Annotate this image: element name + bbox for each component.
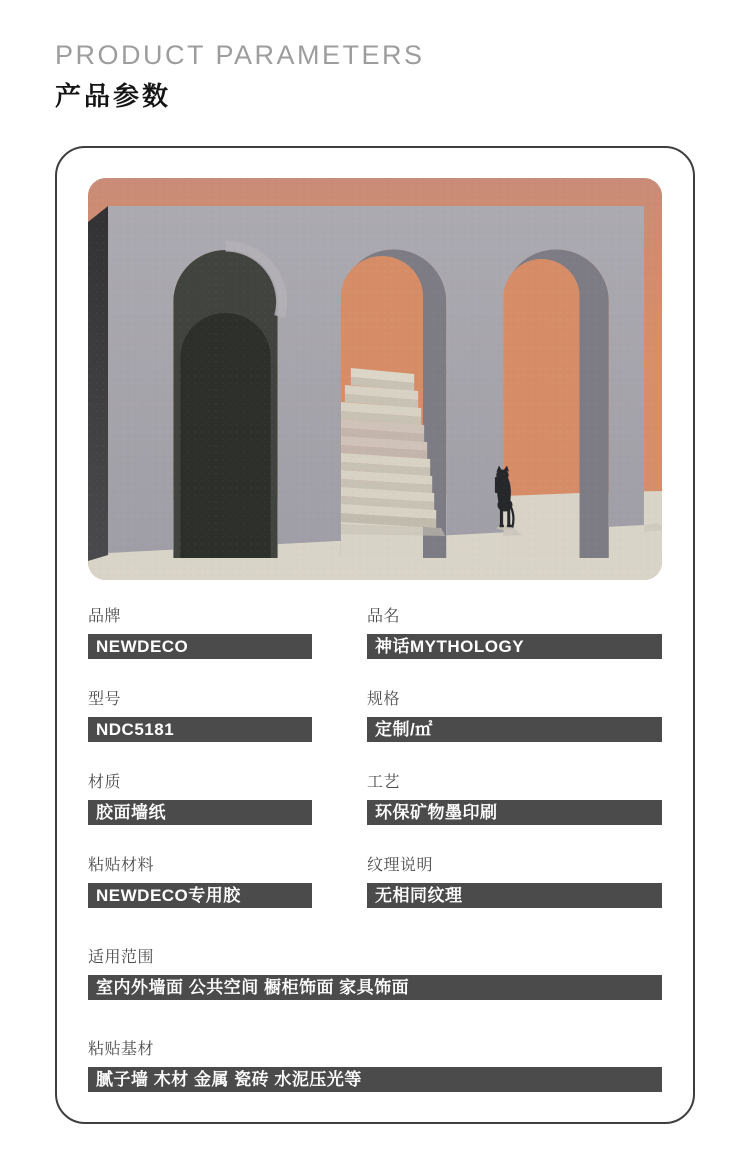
param-craft-label: 工艺 [367, 774, 401, 791]
param-material [88, 773, 312, 825]
param-adhesive-material-value: NEWDECO专用胶 [88, 883, 312, 908]
param-model-label: 型号 [88, 691, 122, 708]
param-texture-note [367, 856, 662, 908]
param-application-range-value: 室内外墙面 公共空间 橱柜饰面 家具饰面 [88, 975, 662, 1000]
param-product-name [367, 607, 662, 659]
param-adhesive-material [88, 856, 312, 908]
param-specification [367, 690, 662, 742]
section-header [0, 0, 750, 111]
param-product-name-value: 神话MYTHOLOGY [367, 634, 662, 659]
section-title-english: PRODUCT PARAMETERS [55, 40, 425, 70]
param-product-name-label: 品名 [367, 608, 401, 625]
param-substrate-label: 粘贴基材 [88, 1041, 155, 1058]
param-texture-note-value: 无相同纹理 [367, 883, 662, 908]
param-adhesive-material-label: 粘贴材料 [88, 857, 155, 874]
param-brand-value: NEWDECO [88, 634, 312, 659]
product-parameters-card [55, 146, 695, 1124]
param-substrate-value: 腻子墙 木材 金属 瓷砖 水泥压光等 [88, 1067, 662, 1092]
param-material-label: 材质 [88, 774, 122, 791]
param-material-value: 胶面墙纸 [88, 800, 312, 825]
param-texture-note-label: 纹理说明 [367, 857, 434, 874]
param-craft [367, 773, 662, 825]
param-model-value: NDC5181 [88, 717, 312, 742]
product-artwork-image [88, 178, 662, 580]
param-brand [88, 607, 312, 659]
param-substrate [88, 1040, 662, 1092]
section-title-chinese: 产品参数 [55, 81, 172, 111]
param-application-range [88, 948, 662, 1000]
param-specification-label: 规格 [367, 691, 401, 708]
param-model [88, 690, 312, 742]
arched-arcade-illustration [88, 178, 662, 580]
param-application-range-label: 适用范围 [88, 949, 155, 966]
param-brand-label: 品牌 [88, 608, 122, 625]
param-specification-value: 定制/㎡ [367, 717, 662, 742]
parameters-grid [88, 607, 661, 1092]
param-craft-value: 环保矿物墨印刷 [367, 800, 662, 825]
